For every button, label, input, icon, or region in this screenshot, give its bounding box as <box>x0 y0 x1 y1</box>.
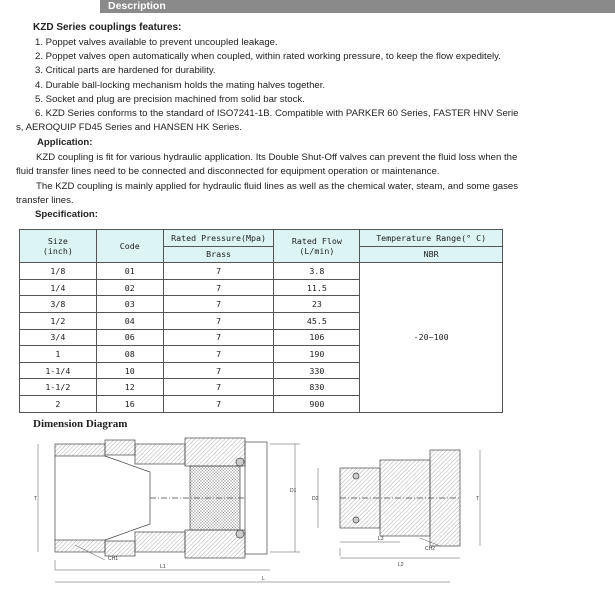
code-cell: 12 <box>96 379 163 396</box>
code-cell: 01 <box>96 263 163 280</box>
size-header-unit: (inch) <box>42 246 73 257</box>
flow-cell: 11.5 <box>274 279 360 296</box>
code-cell: 06 <box>96 329 163 346</box>
size-cell: 1/2 <box>20 312 97 329</box>
size-cell: 1-1/2 <box>20 379 97 396</box>
dim-ch1-label: CH1 <box>108 556 119 562</box>
dim-l3-label: L3 <box>378 536 384 542</box>
code-cell: 04 <box>96 312 163 329</box>
feature-line: 4. Durable ball-locking mechanism holds the mating halves together. <box>35 80 326 91</box>
code-cell: 02 <box>96 279 163 296</box>
application-title: Application: <box>37 137 93 148</box>
code-cell: 16 <box>96 395 163 412</box>
flow-cell: 45.5 <box>274 312 360 329</box>
dim-t-right-label: T <box>476 496 480 502</box>
pressure-cell: 7 <box>163 395 274 412</box>
size-cell: 2 <box>20 395 97 412</box>
feature-line: s, AEROQUIP FD45 Series and HANSEN HK Series. <box>16 122 242 133</box>
size-cell: 3/4 <box>20 329 97 346</box>
size-cell: 1-1/4 <box>20 362 97 379</box>
size-cell: 3/8 <box>20 296 97 313</box>
code-header: Code <box>96 230 163 263</box>
flow-cell: 900 <box>274 395 360 412</box>
application-line: The KZD coupling is mainly applied for hydraulic fluid lines as well as the chemical water, steam, and some gases <box>36 181 519 192</box>
dim-l1-label: L1 <box>160 564 166 570</box>
feature-line: 1. Poppet valves available to prevent uncoupled leakage. <box>35 37 278 48</box>
flow-cell: 330 <box>274 362 360 379</box>
size-cell: 1/4 <box>20 279 97 296</box>
pressure-cell: 7 <box>163 296 274 313</box>
diagram-title: Dimension Diagram <box>33 418 128 430</box>
specification-table <box>19 229 503 413</box>
size-header-label: Size <box>47 236 68 247</box>
specification-title: Specification: <box>35 209 98 220</box>
features-title: KZD Series couplings features: <box>33 22 182 33</box>
pressure-header: Rated Pressure(Mpa) <box>163 230 274 247</box>
temp-subheader: NBR <box>360 246 503 263</box>
flow-cell: 3.8 <box>274 263 360 280</box>
table-row <box>20 263 503 280</box>
dim-t-left-label: T <box>34 496 38 502</box>
feature-line: 5. Socket and plug are precision machined from solid bar stock. <box>35 94 305 105</box>
flow-cell: 190 <box>274 346 360 363</box>
pressure-cell: 7 <box>163 312 274 329</box>
flow-header-label: Rated Flow <box>291 236 342 247</box>
dimension-diagram <box>0 430 615 600</box>
application-line: transfer lines. <box>16 195 74 206</box>
description-tab[interactable]: Description <box>100 0 615 13</box>
pressure-cell: 7 <box>163 346 274 363</box>
application-line: KZD coupling is fit for various hydraulic application. Its Double Shut-Off valves can prevent the fluid loss when the <box>36 152 518 163</box>
pressure-cell: 7 <box>163 263 274 280</box>
flow-cell: 106 <box>274 329 360 346</box>
pressure-cell: 7 <box>163 362 274 379</box>
pressure-subheader: Brass <box>163 246 274 263</box>
flow-cell: 23 <box>274 296 360 313</box>
plug-drawing <box>340 450 460 546</box>
flow-cell: 830 <box>274 379 360 396</box>
temp-header: Temperature Range(° C) <box>360 230 503 247</box>
feature-line: 3. Critical parts are hardened for durability. <box>35 65 216 76</box>
socket-drawing <box>55 438 267 558</box>
dim-d2-label: D2 <box>312 496 319 502</box>
dim-ch2-label: CH2 <box>425 546 436 552</box>
flow-header-unit: (L/min) <box>299 246 335 257</box>
feature-line: 6. KZD Series conforms to the standard of ISO7241-1B. Compatible with PARKER 60 Series, FASTER HNV Serie <box>35 108 519 119</box>
size-cell: 1 <box>20 346 97 363</box>
feature-line: 2. Poppet valves open automatically when coupled, within rated working pressure, to keep the flow expeditely. <box>35 51 501 62</box>
temp-value-cell: -20~100 <box>360 263 503 412</box>
code-cell: 10 <box>96 362 163 379</box>
dim-l-label: L <box>262 576 265 582</box>
dim-l2-label: L2 <box>398 562 404 568</box>
pressure-cell: 7 <box>163 279 274 296</box>
flow-header <box>274 230 360 263</box>
pressure-cell: 7 <box>163 329 274 346</box>
size-header <box>20 230 97 263</box>
code-cell: 08 <box>96 346 163 363</box>
application-line: fluid transfer lines need to be connected and disconnected for equipment operation or maintenance. <box>16 166 440 177</box>
dim-d1-label: D1 <box>290 488 297 494</box>
size-cell: 1/8 <box>20 263 97 280</box>
code-cell: 03 <box>96 296 163 313</box>
pressure-cell: 7 <box>163 379 274 396</box>
